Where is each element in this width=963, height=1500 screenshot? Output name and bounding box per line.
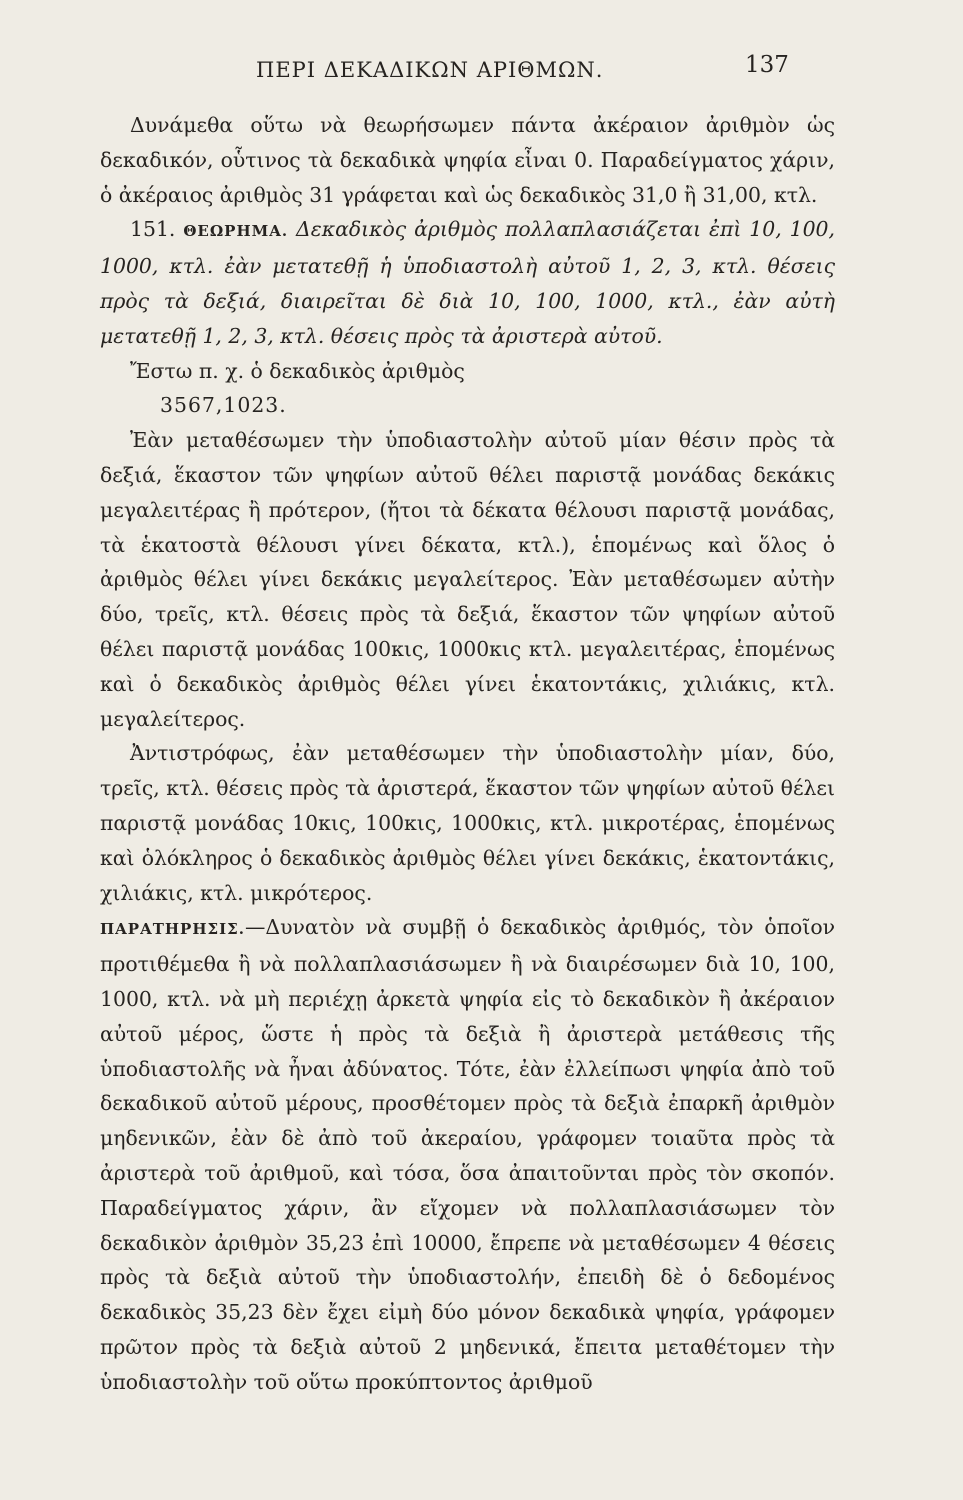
page-number: 137 xyxy=(745,52,789,78)
remark-paragraph xyxy=(100,910,835,1399)
theorem-label: ΘΕΩΡΗΜΑ. xyxy=(183,222,289,241)
paragraph-shift-right: Ἐὰν μεταθέσωμεν τὴν ὑποδιαστολὴν αὐτοῦ μίαν θέσιν πρὸς τὰ δεξιά, ἕκαστον τῶν ψηφίων αὐτοῦ θέλει παριστᾷ μονάδας δεκάκις μεγαλειτέρας ἢ πρότερον, (ἤτοι τὰ δέκατα θέλουσι παριστᾷ μονάδας, τὰ ἑκατοστὰ θέλουσι γίνει δέκατα, κτλ.), ἑπομένως καὶ ὅλος ὁ ἀριθμὸς θέλει γίνει δεκάκις μεγαλείτερος. Ἐὰν μεταθέσωμεν αὐτὴν δύο, τρεῖς, κτλ. θέσεις πρὸς τὰ δεξιά, ἕκαστον τῶν ψηφίων αὐτοῦ θέλει παριστᾷ μονάδας 100κις, 1000κις κτλ. μεγαλειτέρας, ἑπομένως καὶ ὁ δεκαδικὸς ἀριθμὸς θέλει γίνει ἑκατοντάκις, χιλιάκις, κτλ. μεγαλείτερος. xyxy=(100,428,835,731)
remark-text: —Δυνατὸν νὰ συμβῇ ὁ δεκαδικὸς ἀριθμός, τὸν ὁποῖον προτιθέμεθα ἢ νὰ πολλαπλασιάσωμεν ἢ νὰ διαιρέσωμεν διὰ 10, 100, 1000, κτλ. νὰ μὴ περιέχῃ ἀρκετὰ ψηφία εἰς τὸ δεκαδικὸν ἢ ἀκέραιον αὐτοῦ μέρος, ὥστε ἡ πρὸς τὰ δεξιὰ ἢ ἀριστερὰ μετάθεσις τῆς ὑποδιαστολῆς νὰ ἦναι ἀδύνατος. Τότε, ἐὰν ἐλλείπωσι ψηφία ἀπὸ τοῦ δεκαδικοῦ αὐτοῦ μέρους, προσθέτομεν πρὸς τὰ δεξιὰ ἐπαρκῆ ἀριθμὸν μηδενικῶν, ἐὰν δὲ ἀπὸ τοῦ ἀκεραίου, γράφομεν τοιαῦτα πρὸς τὰ ἀριστερὰ τοῦ ἀριθμοῦ, καὶ τόσα, ὅσα ἀπαιτοῦνται πρὸς τὸν σκοπόν. Παραδείγματος χάριν, ἂν εἴχομεν νὰ πολλαπλασιάσωμεν τὸν δεκαδικὸν ἀριθμὸν 35,23 ἐπὶ 10000, ἔπρεπε νὰ μεταθέσωμεν 4 θέσεις πρὸς τὰ δεξιὰ αὐτοῦ τὴν ὑποδιαστολήν, ἐπειδὴ δὲ ὁ δεδομένος δεκαδικὸς 35,23 δὲν ἔχει εἰμὴ δύο μόνον δεκαδικὰ ψηφία, γράφομεν πρῶτον πρὸς τὰ δεξιὰ αὐτοῦ 2 μηδενικά, ἔπειτα μεταθέτομεν τὴν ὑποδιαστολὴν τοῦ οὕτω προκύπτοντος ἀριθμοῦ xyxy=(100,915,835,1394)
remark-label: ΠΑΡΑΤΗΡΗΣΙΣ. xyxy=(100,920,245,939)
theorem-paragraph xyxy=(100,212,835,353)
example-intro: Ἔστω π. χ. ὁ δεκαδικὸς ἀριθμὸς xyxy=(130,358,465,383)
theorem-number: 151. xyxy=(130,217,176,242)
body-text xyxy=(100,108,835,1399)
example-number: 3567,1023. xyxy=(160,393,287,418)
intro-paragraph: Δυνάμεθα οὕτω νὰ θεωρήσωμεν πάντα ἀκέραιον ἀριθμὸν ὡς δεκαδικόν, οὗτινος τὰ δεκαδικὰ ψηφία εἶναι 0. Παραδείγματος χάριν, ὁ ἀκέραιος ἀριθμὸς 31 γράφεται καὶ ὡς δεκαδικὸς 31,0 ἢ 31,00, κτλ. xyxy=(100,113,835,207)
theorem-statement: Δεκαδικὸς ἀριθμὸς πολλαπλασιάζεται ἐπὶ 10, 100, 1000, κτλ. ἐὰν μετατεθῇ ἡ ὑποδιαστολὴ αὐτοῦ 1, 2, 3, κτλ. θέσεις πρὸς τὰ δεξιά, διαιρεῖται δὲ διὰ 10, 100, 1000, κτλ., ἐὰν αὐτὴ μετατεθῇ 1, 2, 3, κτλ. θέσεις πρὸς τὰ ἀριστερὰ αὐτοῦ. xyxy=(100,217,836,348)
paragraph-shift-left: Ἀντιστρόφως, ἐὰν μεταθέσωμεν τὴν ὑποδιαστολὴν μίαν, δύο, τρεῖς, κτλ. θέσεις πρὸς τὰ ἀριστερά, ἕκαστον τῶν ψηφίων αὐτοῦ θέλει παριστᾷ μονάδας 10κις, 100κις, 1000κις, κτλ. μικροτέρας, ἑπομένως καὶ ὁλόκληρος ὁ δεκαδικὸς ἀριθμὸς θέλει γίνει δεκάκις, ἑκατοντάκις, χιλιάκις, κτλ. μικρότερος. xyxy=(100,741,835,905)
running-title: ΠΕΡΙ ΔΕΚΑΔΙΚΩΝ ΑΡΙΘΜΩΝ. xyxy=(256,58,604,82)
